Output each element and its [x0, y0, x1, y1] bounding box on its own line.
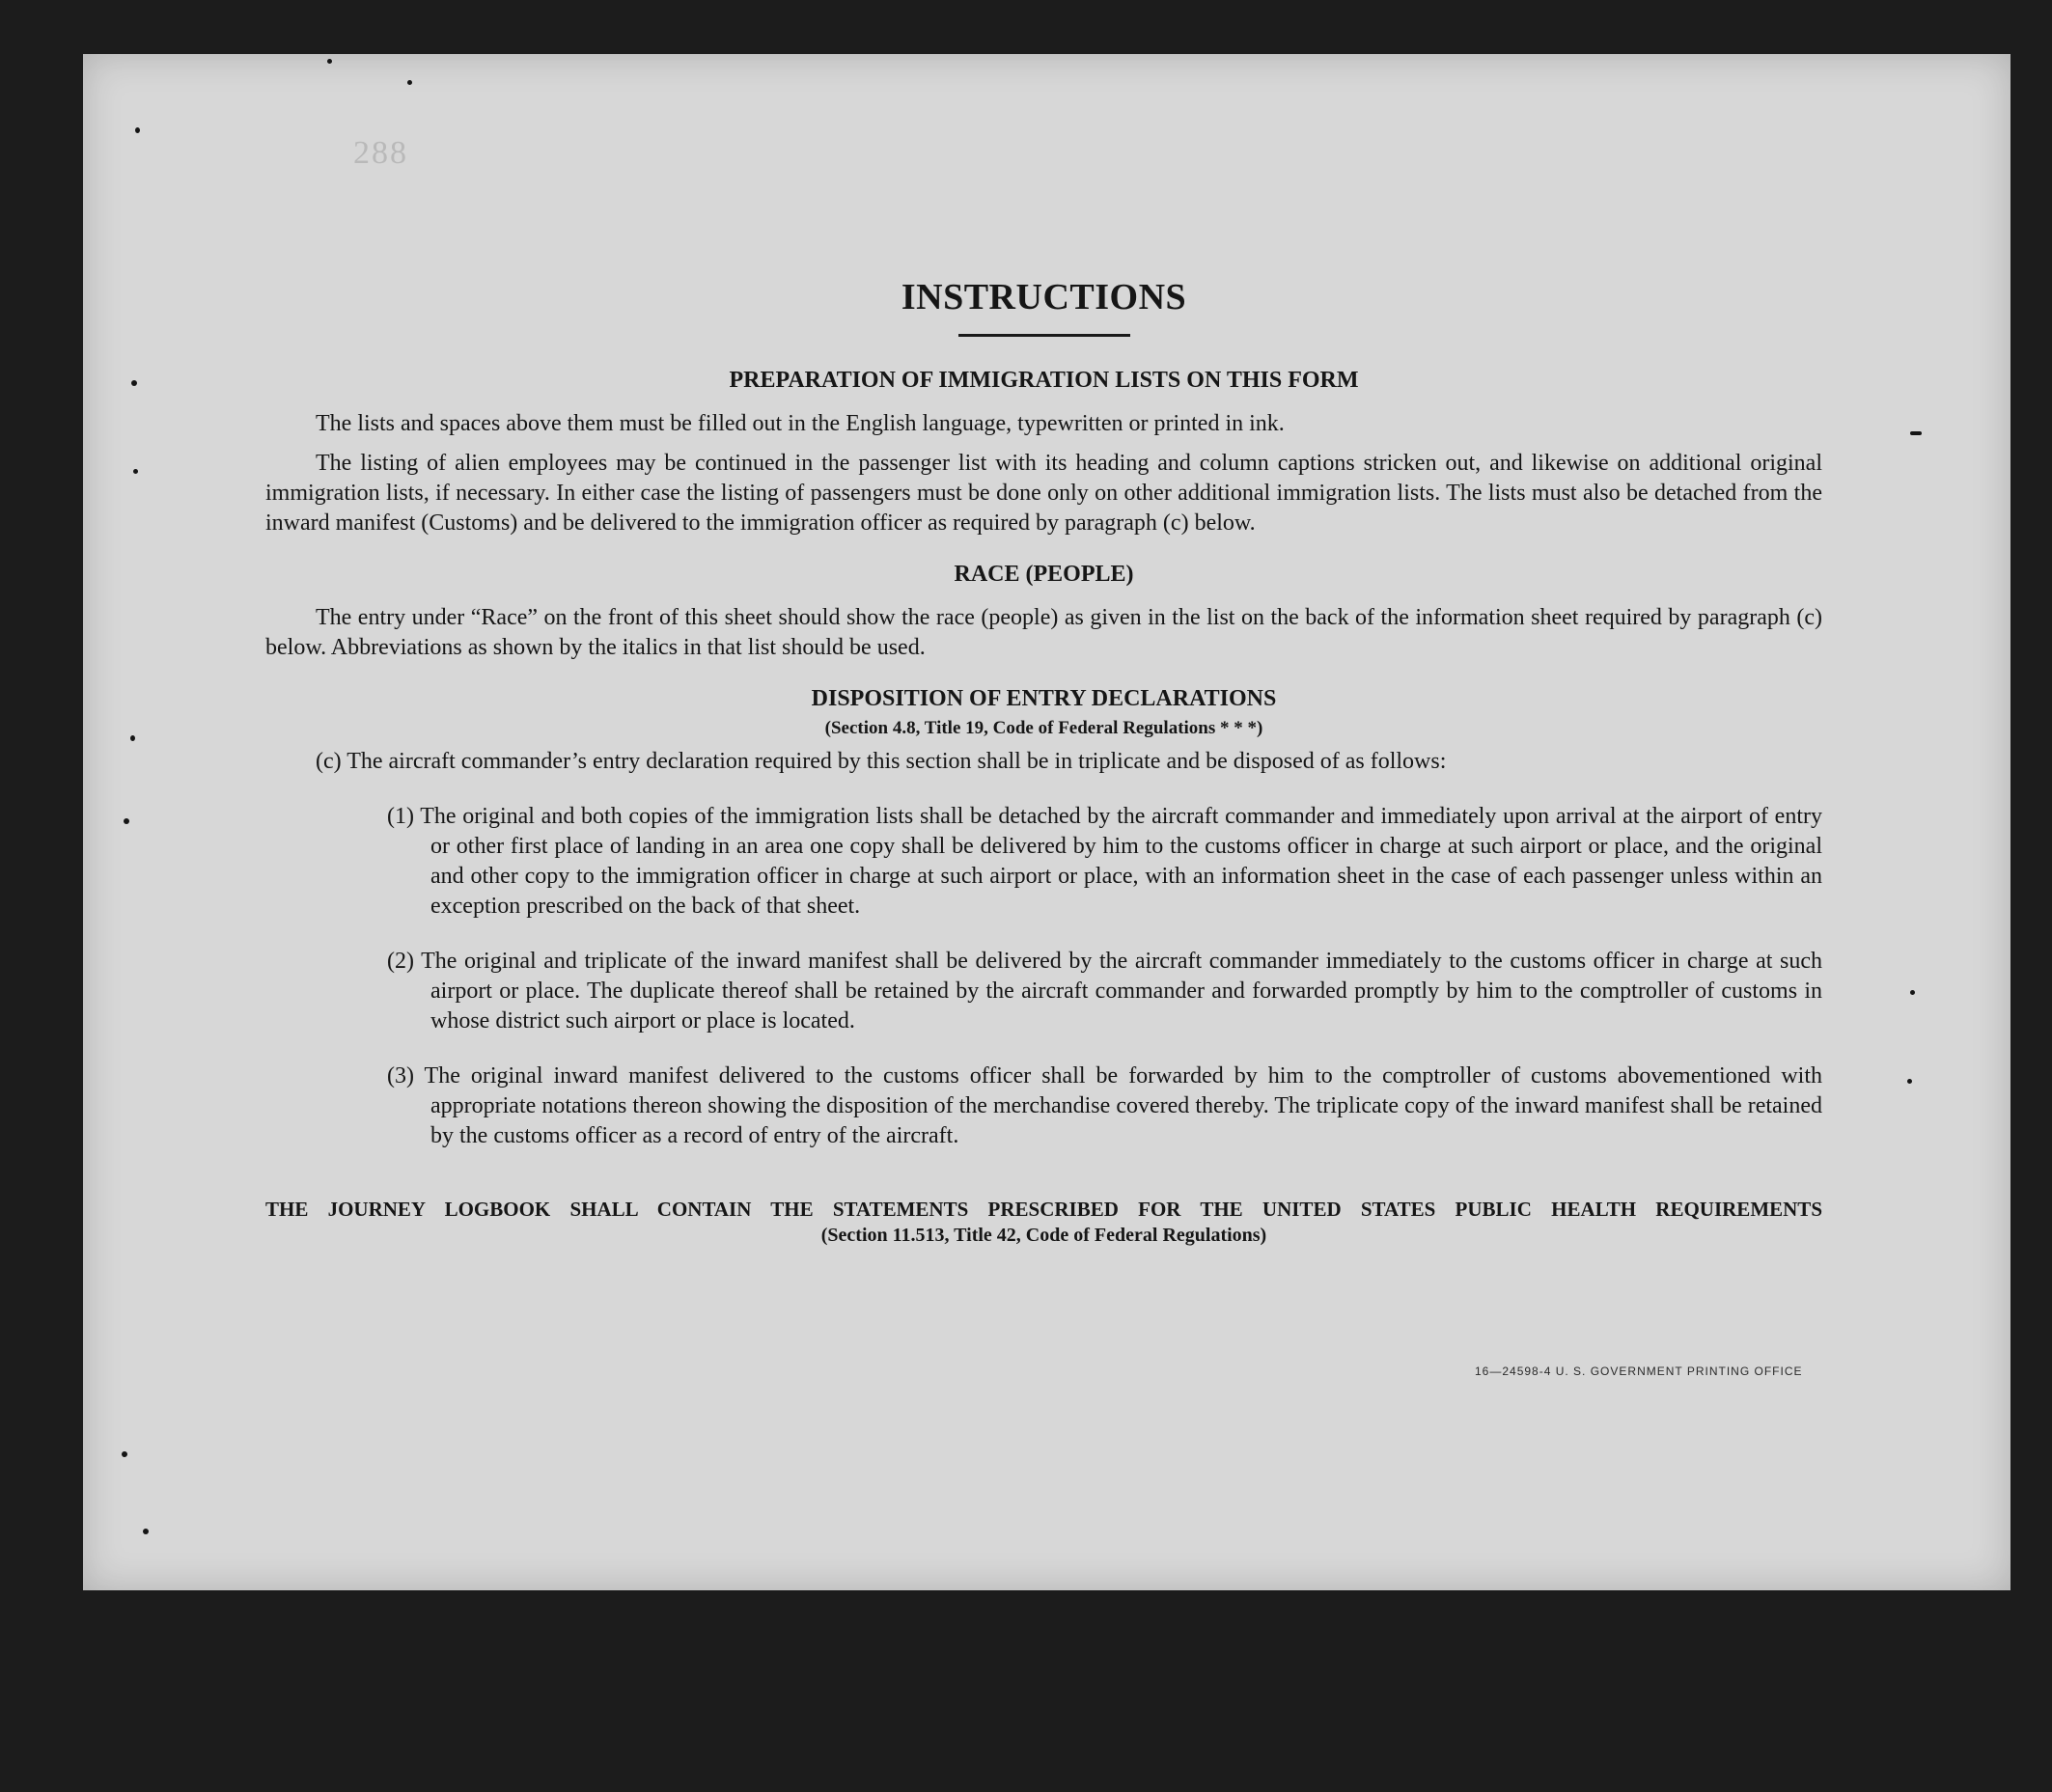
punch-mark — [143, 1529, 149, 1534]
punch-mark — [135, 127, 140, 133]
title-underline — [958, 334, 1130, 337]
punch-mark — [131, 380, 137, 386]
pencil-mark: 288 — [353, 135, 408, 171]
punch-mark — [133, 469, 138, 474]
disposition-item-3: (3) The original inward manifest delivered to the customs officer shall be forwarded by him to the comptroller of customs abovementioned with appropriate notations thereon showing the disposition of the merchandise covered thereby. The triplicate copy of the inward manifest shall be retained by the customs officer as a record of entry of the aircraft. — [387, 1063, 1822, 1148]
preparation-paragraph-1: The lists and spaces above them must be filled out in the English language, typewritten or printed in ink. — [316, 411, 1285, 436]
disposition-item-2: (2) The original and triplicate of the inward manifest shall be delivered by the aircraft commander immediately to the customs officer in charge at such airport or place. The duplicate thereof shall be retained by the aircraft commander and forwarded promptly by him to the comptroller of customs in whose district such airport or place is located. — [387, 949, 1822, 1034]
punch-mark — [327, 59, 332, 64]
section-heading-preparation: PREPARATION OF IMMIGRATION LISTS ON THIS FORM — [729, 368, 1359, 393]
page-title: INSTRUCTIONS — [901, 277, 1187, 317]
punch-mark — [122, 1451, 127, 1457]
punch-mark — [130, 735, 135, 741]
instructions-content — [265, 276, 1822, 1247]
printer-imprint: 16—24598-4 U. S. GOVERNMENT PRINTING OFFICE — [1475, 1365, 1803, 1378]
disposition-citation: (Section 4.8, Title 19, Code of Federal Regulations * * *) — [824, 718, 1263, 738]
punch-mark — [1910, 990, 1915, 995]
race-paragraph: The entry under “Race” on the front of this sheet should show the race (people) as given in the list on the back of the information sheet required by paragraph (c) below. Abbreviations as shown by the italics in that list should be used. — [265, 605, 1822, 660]
punch-mark — [124, 818, 129, 824]
punch-mark — [1910, 431, 1922, 435]
punch-mark — [407, 80, 412, 85]
disposition-item-1: (1) The original and both copies of the immigration lists shall be detached by the aircraft commander and immediately upon arrival at the airport of entry or other first place of landing in an area one copy shall be delivered by him to the customs officer in charge at such airport or place, and the original and other copy to the immigration officer in charge at such airport or place, with an information sheet in the case of each passenger unless within an exception prescribed on the back of that sheet. — [387, 804, 1822, 919]
public-health-statement: THE JOURNEY LOGBOOK SHALL CONTAIN THE STATEMENTS PRESCRIBED FOR THE UNITED STATES PUBLIC HEALTH REQUIREMENTS — [265, 1198, 1822, 1221]
section-heading-disposition: DISPOSITION OF ENTRY DECLARATIONS — [811, 686, 1277, 711]
section-heading-race: RACE (PEOPLE) — [954, 562, 1134, 587]
disposition-intro: (c) The aircraft commander’s entry declaration required by this section shall be in triplicate and be disposed of as follows: — [316, 749, 1447, 774]
public-health-citation: (Section 11.513, Title 42, Code of Federal Regulations) — [820, 1225, 1267, 1246]
punch-mark — [1907, 1079, 1912, 1084]
preparation-paragraph-2: The listing of alien employees may be continued in the passenger list with its heading and column captions stricken out, and likewise on additional original immigration lists, if necessary. In either case the listing of passengers must be done only on other additional immigration lists. The lists must also be detached from the inward manifest (Customs) and be delivered to the immigration officer as required by paragraph (c) below. — [265, 451, 1822, 536]
